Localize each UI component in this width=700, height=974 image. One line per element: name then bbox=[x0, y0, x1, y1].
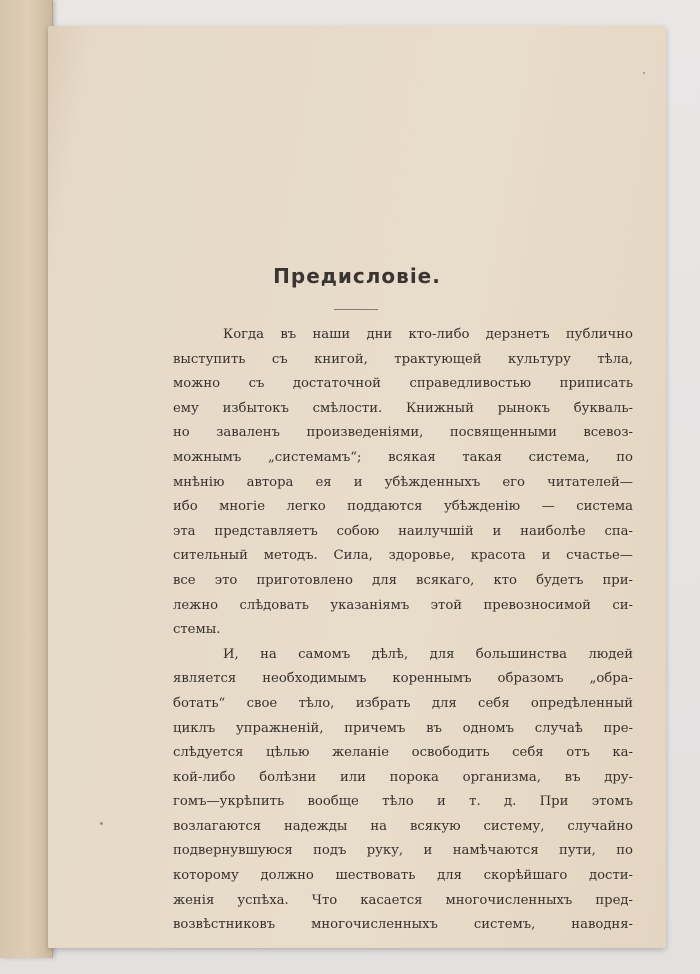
text-line: можно съ достаточной справедливостью приписать bbox=[173, 376, 633, 392]
text-line: слѣдуется цѣлью желаніе освободить себя отъ ка- bbox=[173, 745, 633, 761]
text-line: подвернувшуюся подъ руку, и намѣчаются пути, по bbox=[173, 843, 633, 859]
text-line: которому должно шествовать для скорѣйшаго дости- bbox=[173, 868, 633, 884]
text-line: И, на самомъ дѣлѣ, для большинства людей bbox=[223, 646, 633, 662]
text-line: сительный методъ. Сила, здоровье, красота и счастье— bbox=[173, 548, 633, 564]
text-line: мнѣнію автора ея и убѣжденныхъ его читателей— bbox=[173, 474, 633, 490]
text-line: ему избытокъ смѣлости. Книжный рынокъ букваль- bbox=[173, 400, 633, 416]
text-line: лежно слѣдовать указаніямъ этой превозносимой си- bbox=[173, 597, 633, 613]
text-line: гомъ—укрѣпить вообще тѣло и т. д. При этомъ bbox=[173, 794, 633, 810]
text-line: кой-либо болѣзни или порока организма, въ дру- bbox=[173, 769, 633, 785]
text-line: стемы. bbox=[173, 622, 221, 638]
text-line: женія успѣха. Что касается многочисленныхъ пред- bbox=[173, 892, 633, 908]
paper-speck bbox=[643, 72, 645, 74]
text-line: возвѣстниковъ многочисленныхъ системъ, наводня- bbox=[173, 917, 633, 933]
page-heading: Предисловіе. bbox=[273, 264, 441, 288]
text-line: возлагаются надежды на всякую систему, случайно bbox=[173, 818, 633, 834]
text-line: все это приготовлено для всякаго, кто будетъ при- bbox=[173, 572, 633, 588]
text-line: можнымъ „системамъ“; всякая такая система, по bbox=[173, 449, 633, 465]
text-line: циклъ упражненій, причемъ въ одномъ случаѣ пре- bbox=[173, 720, 633, 736]
left-page-edge bbox=[0, 0, 53, 958]
body-text bbox=[173, 323, 633, 938]
book-page bbox=[48, 26, 666, 948]
text-line: ботать“ свое тѣло, избрать для себя опредѣленный bbox=[173, 695, 633, 711]
text-line: но заваленъ произведеніями, посвященными всевоз- bbox=[173, 425, 633, 441]
text-line: выступить съ книгой, трактующей культуру тѣла, bbox=[173, 351, 633, 367]
text-line: является необходимымъ кореннымъ образомъ „обра- bbox=[173, 671, 633, 687]
text-line: Когда въ наши дни кто-либо дерзнетъ публично bbox=[223, 327, 633, 342]
text-line: ибо многіе легко поддаются убѣжденію — система bbox=[173, 499, 633, 515]
text-line: эта представляетъ собою наилучшій и наиболѣе спа- bbox=[173, 523, 633, 539]
paper-speck bbox=[100, 822, 103, 825]
heading-rule bbox=[334, 309, 378, 310]
